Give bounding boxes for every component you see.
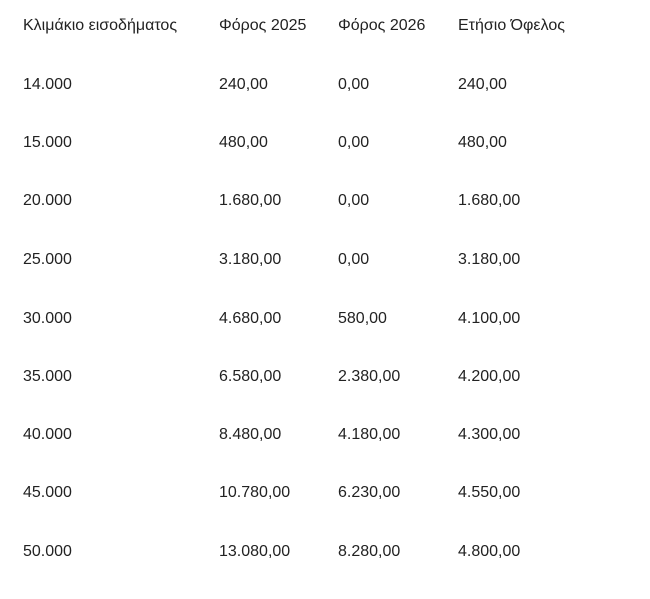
tax-2026-cell: 580,00 <box>338 310 387 327</box>
table-row <box>0 367 650 387</box>
annual-benefit-cell: 4.800,00 <box>458 543 521 560</box>
header-tax-2025: Φόρος 2025 <box>219 17 307 34</box>
tax-2025-cell: 1.680,00 <box>219 192 282 209</box>
tax-2026-cell: 0,00 <box>338 134 370 151</box>
annual-benefit-cell: 4.200,00 <box>458 368 521 385</box>
table-header-row <box>0 16 650 36</box>
income-bracket-cell: 45.000 <box>23 484 72 501</box>
tax-2026-cell: 6.230,00 <box>338 484 401 501</box>
income-bracket-cell: 35.000 <box>23 368 72 385</box>
table-row <box>0 75 650 95</box>
annual-benefit-cell: 3.180,00 <box>458 251 521 268</box>
tax-2026-cell: 0,00 <box>338 251 370 268</box>
tax-2025-cell: 3.180,00 <box>219 251 282 268</box>
table-row <box>0 425 650 445</box>
tax-2025-cell: 4.680,00 <box>219 310 282 327</box>
tax-2026-cell: 8.280,00 <box>338 543 401 560</box>
tax-2025-cell: 6.580,00 <box>219 368 282 385</box>
annual-benefit-cell: 4.550,00 <box>458 484 521 501</box>
tax-2026-cell: 0,00 <box>338 76 370 93</box>
income-bracket-cell: 25.000 <box>23 251 72 268</box>
tax-2025-cell: 13.080,00 <box>219 543 291 560</box>
header-annual-benefit: Ετήσιο Όφελος <box>458 17 565 34</box>
tax-2026-cell: 0,00 <box>338 192 370 209</box>
income-bracket-cell: 20.000 <box>23 192 72 209</box>
table-row <box>0 133 650 153</box>
annual-benefit-cell: 480,00 <box>458 134 507 151</box>
annual-benefit-cell: 4.300,00 <box>458 426 521 443</box>
table-row <box>0 483 650 503</box>
table-row <box>0 250 650 270</box>
income-bracket-cell: 14.000 <box>23 76 72 93</box>
table-row <box>0 191 650 211</box>
annual-benefit-cell: 4.100,00 <box>458 310 521 327</box>
income-bracket-cell: 15.000 <box>23 134 72 151</box>
tax-2025-cell: 10.780,00 <box>219 484 291 501</box>
income-bracket-cell: 50.000 <box>23 543 72 560</box>
income-bracket-cell: 30.000 <box>23 310 72 327</box>
tax-2025-cell: 8.480,00 <box>219 426 282 443</box>
table-row <box>0 542 650 562</box>
tax-2025-cell: 240,00 <box>219 76 268 93</box>
tax-2026-cell: 2.380,00 <box>338 368 401 385</box>
income-bracket-cell: 40.000 <box>23 426 72 443</box>
tax-2026-cell: 4.180,00 <box>338 426 401 443</box>
header-income-bracket: Κλιμάκιο εισοδήματος <box>23 17 178 34</box>
tax-2025-cell: 480,00 <box>219 134 268 151</box>
annual-benefit-cell: 1.680,00 <box>458 192 521 209</box>
table-row <box>0 309 650 329</box>
header-tax-2026: Φόρος 2026 <box>338 17 426 34</box>
annual-benefit-cell: 240,00 <box>458 76 507 93</box>
